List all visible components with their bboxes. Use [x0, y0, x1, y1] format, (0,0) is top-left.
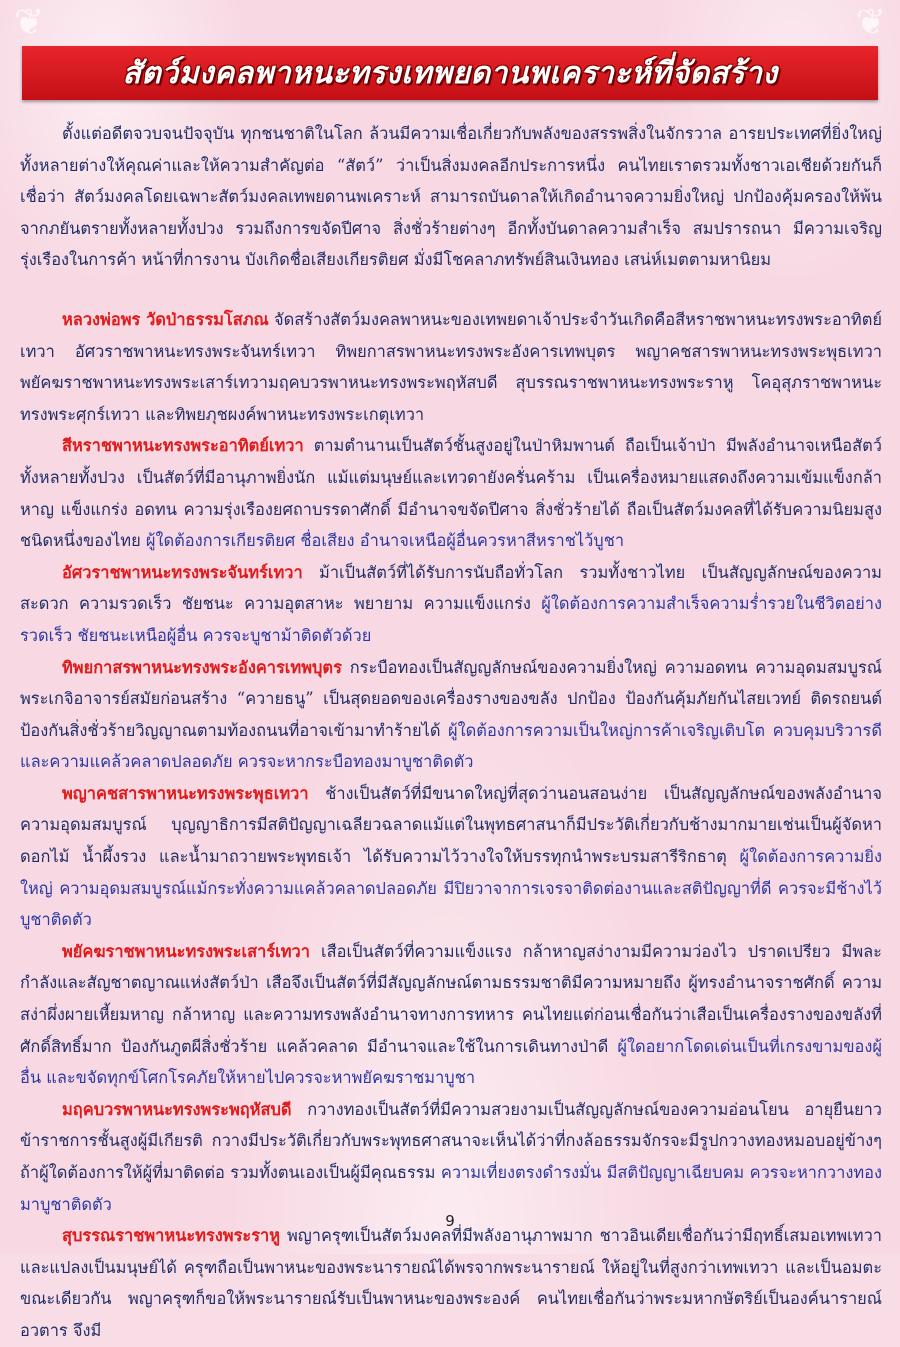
section-heading: อัศวราชพาหนะทรงพระจันทร์เทวา	[62, 562, 303, 582]
section-text: กระบือทองเป็นสัญญลักษณ์ของความยิ่งใหญ่ ความอดทน ความอุดมสมบูรณ์ พระเกจิอาจารย์สมัยก่อนสร้าง “ควายธนู” เป็นสุดยอดของเครื่องรางของขลัง ปกป้อง ป้องกันคุ้มภัยกันไสยเวทย์ ติดรถยนต์ป้องกันสิ่งชั่วร้ายวิญญาณตามท้องถนนที่อาจเข้ามาทำร้ายได้	[20, 657, 882, 740]
section-text: ช้างเป็นสัตว์ที่มีขนาดใหญ่ที่สุดว่านอนสอนง่าย เป็นสัญญลักษณ์ของพลังอำนาจ ความอุดมสมบูรณ์ บุญญาธิการมีสติปัญญาเฉลียวฉลาดแม้แต่ในพุทธศาสนาก็มีประวัติเกี่ยวกับช้างมากมายเช่นเป็นผู้จัดหาดอกไม้ น้ำผึ้งรวง และน้ำมาถวายพระพุทธเจ้า ได้รับความไว้วางใจให้บรรทุกนำพระบรมสารีริกธาตุ	[20, 783, 882, 867]
ornament-top-right: ❦	[855, 2, 886, 43]
section-paragraph-4	[20, 652, 882, 778]
section-advice: ผู้ใดต้องการความสำเร็จความร่ำรวยในชีวิตอย่างรวดเร็ว ชัยชนะเหนือผู้อื่น ควรจะบูชาม้าติดตัวด้วย	[20, 594, 882, 645]
section-text: ม้าเป็นสัตว์ที่ได้รับการนับถือทั่วโลก รวมทั้งชาวไทย เป็นสัญญลักษณ์ของความสะดวก ความรวดเร็ว ชัยชนะ ความอุตสาหะ พยายาม ความแข็งแกร่ง	[20, 562, 882, 614]
section-heading: พญาคชสารพาหนะทรงพระพุธเทวา	[62, 783, 309, 803]
section-paragraph-3	[20, 557, 882, 652]
page-title: สัตว์มงคลพาหนะทรงเทพยดานพเคราะห์ที่จัดสร้าง	[122, 55, 778, 91]
section-text: ตามตำนานเป็นสัตว์ชั้นสูงอยู่ในป่าหิมพานต์ ถือเป็นเจ้าป่า มีพลังอำนาจเหนือสัตว์ทั้งหลายทั้งปวง เป็นสัตว์ที่มีอานุภาพยิ่งนัก แม้แต่มนุษย์และเทวดายังครั่นคร้าม เป็นเครื่องหมายแสดงถึงความเข้มแข็งกล้าหาญ แข็งแกร่ง อดทน ความรุ่งเรืองยศถาบรรดาศักดิ์ มีอำนาจขจัดปีศาจ สิ่งชั่วร้ายได้ ถือเป็นสัตว์มงคลที่ได้รับความนิยมสูงชนิดหนึ่งของไทย	[20, 436, 882, 551]
section-heading: สุบรรณราชพาหนะทรงพระราหู	[62, 1226, 281, 1246]
section-heading: ทิพยกาสรพาหนะทรงพระอังคารเทพบุตร	[62, 657, 342, 677]
section-paragraph-7	[20, 1094, 882, 1220]
section-paragraph-1	[20, 304, 882, 430]
section-heading: มฤคบวรพาหนะทรงพระพฤหัสบดี	[62, 1099, 292, 1119]
section-text: พญาครุฑเป็นสัตว์มงคลที่มีพลังอานุภาพมาก ชาวอินเดียเชื่อกันว่ามีฤทธิ์เสมอเทพเทวาและแปลงเป็นมนุษย์ได้ ครุฑถือเป็นพาหนะของพระนารายณ์ได้พรจากพระนารายณ์ ให้อยู่ในที่สูงกว่าเทพเทวา และเป็นอมตะขณะเดียวกัน พญาครุฑก็ขอให้พระนารายณ์รับเป็นพาหนะของพระองค์ คนไทยเชื่อกันว่าพระมหากษัตริย์เป็นองค์นารายณ์อวตาร จึงมี	[20, 1226, 882, 1340]
section-text: กวางทองเป็นสัตว์ที่มีความสวยงามเป็นสัญญลักษณ์ของความอ่อนโยน อายุยืนยาว ข้าราชการชั้นสูงผู้มีเกียรติ กวางมีประวัติเกี่ยวกับพระพุทธศาสนาจะเห็นได้ว่าที่กงล้อธรรมจักรจะมีรูปกวางทองหมอบอยู่ข้างๆ ถ้าผู้ใดต้องการให้ผู้ที่มาติดต่อ รวมทั้งตนเองเป็นผู้มีคุณธรรม	[20, 1099, 882, 1182]
section-text: จัดสร้างสัตว์มงคลพาหนะของเทพยดาเจ้าประจำวันเกิดคือสีหราชพาหนะทรงพระอาทิตย์เทวา อัศวราชพาหนะทรงพระจันทร์เทวา ทิพยกาสรพาหนะทรงพระอังคารเทพบุตร พญาคชสารพาหนะทรงพระพุธเทวา พยัคฆราชพาหนะทรงพระเสาร์เทวามฤคบวรพาหนะทรงพระพฤหัสบดี สุบรรณราชพาหนะทรงพระราหู โคอุสุภราชพาหนะทรงพระศุกร์เทวา และทิพยภุชผงค์พาหนะทรงพระเกตุเทวา	[20, 309, 882, 424]
section-advice: ความเที่ยงตรงดำรงมั่น มีสติปัญญาเฉียบคม ควรจะหากวางทองมาบูชาติดตัว	[20, 1163, 882, 1214]
section-advice: ผู้ใดต้องการความยิ่งใหญ่ ความอุดมสมบูรณ์แม้กระทั่งความแคล้วคลาดปลอดภัย มีปิยวาจาการเจรจาติดต่องานและสติปัญญาที่ดี ควรจะมีช้างไว้บูชาติดตัว	[20, 847, 882, 930]
page-number: 9	[445, 1212, 455, 1230]
section-heading: พยัคฆราชพาหนะทรงพระเสาร์เทวา	[62, 941, 310, 961]
intro-paragraph: ตั้งแต่อดีตจวบจนปัจจุบัน ทุกชนชาติในโลก ล้วนมีความเชื่อเกี่ยวกับพลังของสรรพสิ่งในจักรวาล อารยประเทศที่ยิ่งใหญ่ทั้งหลายต่างให้คุณค่าและให้ความสำคัญต่อ “สัตว์” ว่าเป็นสิ่งมงคลอีกประการหนึ่ง คนไทยเราตรวมทั้งชาวเอเชียด้วยกันก็เชื่อว่า สัตว์มงคลโดยเฉพาะสัตว์มงคลเทพยดานพเคราะห์ สามารถบันดาลให้เกิดอำนาจความยิ่งใหญ่ ปกป้องคุ้มครองให้พ้นจากภยันตรายทั้งหลายทั้งปวง รวมถึงการขจัดปีศาจ สิ่งชั่วร้ายต่างๆ อีกทั้งบันดาลความสำเร็จ สมปรารถนา มีความเจริญรุ่งเรืองในการค้า หน้าที่การงาน บังเกิดชื่อเสียงเกียรติยศ มั่งมีโชคลาภทรัพย์สินเงินทอง เสน่ห์เมตตามหานิยม	[20, 124, 882, 270]
section-paragraph-6	[20, 936, 882, 1094]
section-advice: ผู้ใดต้องการความเป็นใหญ่การค้าเจริญเติบโต ควบคุมบริวารดีและความแคล้วคลาดปลอดภัย ควรจะหากระบือทองมาบูชาติดตัว	[20, 720, 883, 772]
title-banner	[22, 46, 878, 100]
section-advice: ผู้ใดอยากโดดเด่นเป็นที่เกรงขามของผู้อื่น และขจัดทุกข์โศกโรคภัยให้หายไปควรจะหาพยัคฆราชมาบูชา	[20, 1036, 882, 1088]
section-heading: หลวงพ่อพร วัดป่าธรรมโสภณ	[62, 309, 269, 329]
ornament-top-left: ❦	[14, 2, 45, 43]
section-advice: ผู้ใดต้องการเกียรติยศ ชื่อเสียง อำนาจเหนือผู้อื่นควรหาสีหราชไว้บูชา	[145, 531, 625, 551]
section-text: เสือเป็นสัตว์ที่ความแข็งแรง กล้าหาญสง่างามมีความว่องไว ปราดเปรียว มีพละกำลังและสัญชาตญาณแห่งสัตว์ป่า เสือจึงเป็นสัตว์ที่มีสัญญลักษณ์ตามธรรมชาติมีความหมายถึง ผู้ทรงอำนาจราชศักดิ์ ความสง่าผึ่งผายเหี้ยมหาญ กล้าหาญ และความทรงพลังอำนาจทางการทหาร คนไทยแต่ก่อนเชื่อกันว่าเสือเป็นเครื่องรางของขลังที่ศักดิ์สิทธิ์มาก ป้องกันภูตผีสิ่งชั่วร้าย แคล้วคลาด มีอำนาจและใช้ในการเดินทางป่าดี	[20, 941, 882, 1056]
section-paragraph-5	[20, 778, 882, 936]
article-body	[20, 118, 882, 1347]
section-heading: สีหราชพาหนะทรงพระอาทิตย์เทวา	[62, 436, 304, 456]
section-paragraph-8	[20, 1220, 882, 1346]
section-paragraph-2	[20, 430, 882, 556]
